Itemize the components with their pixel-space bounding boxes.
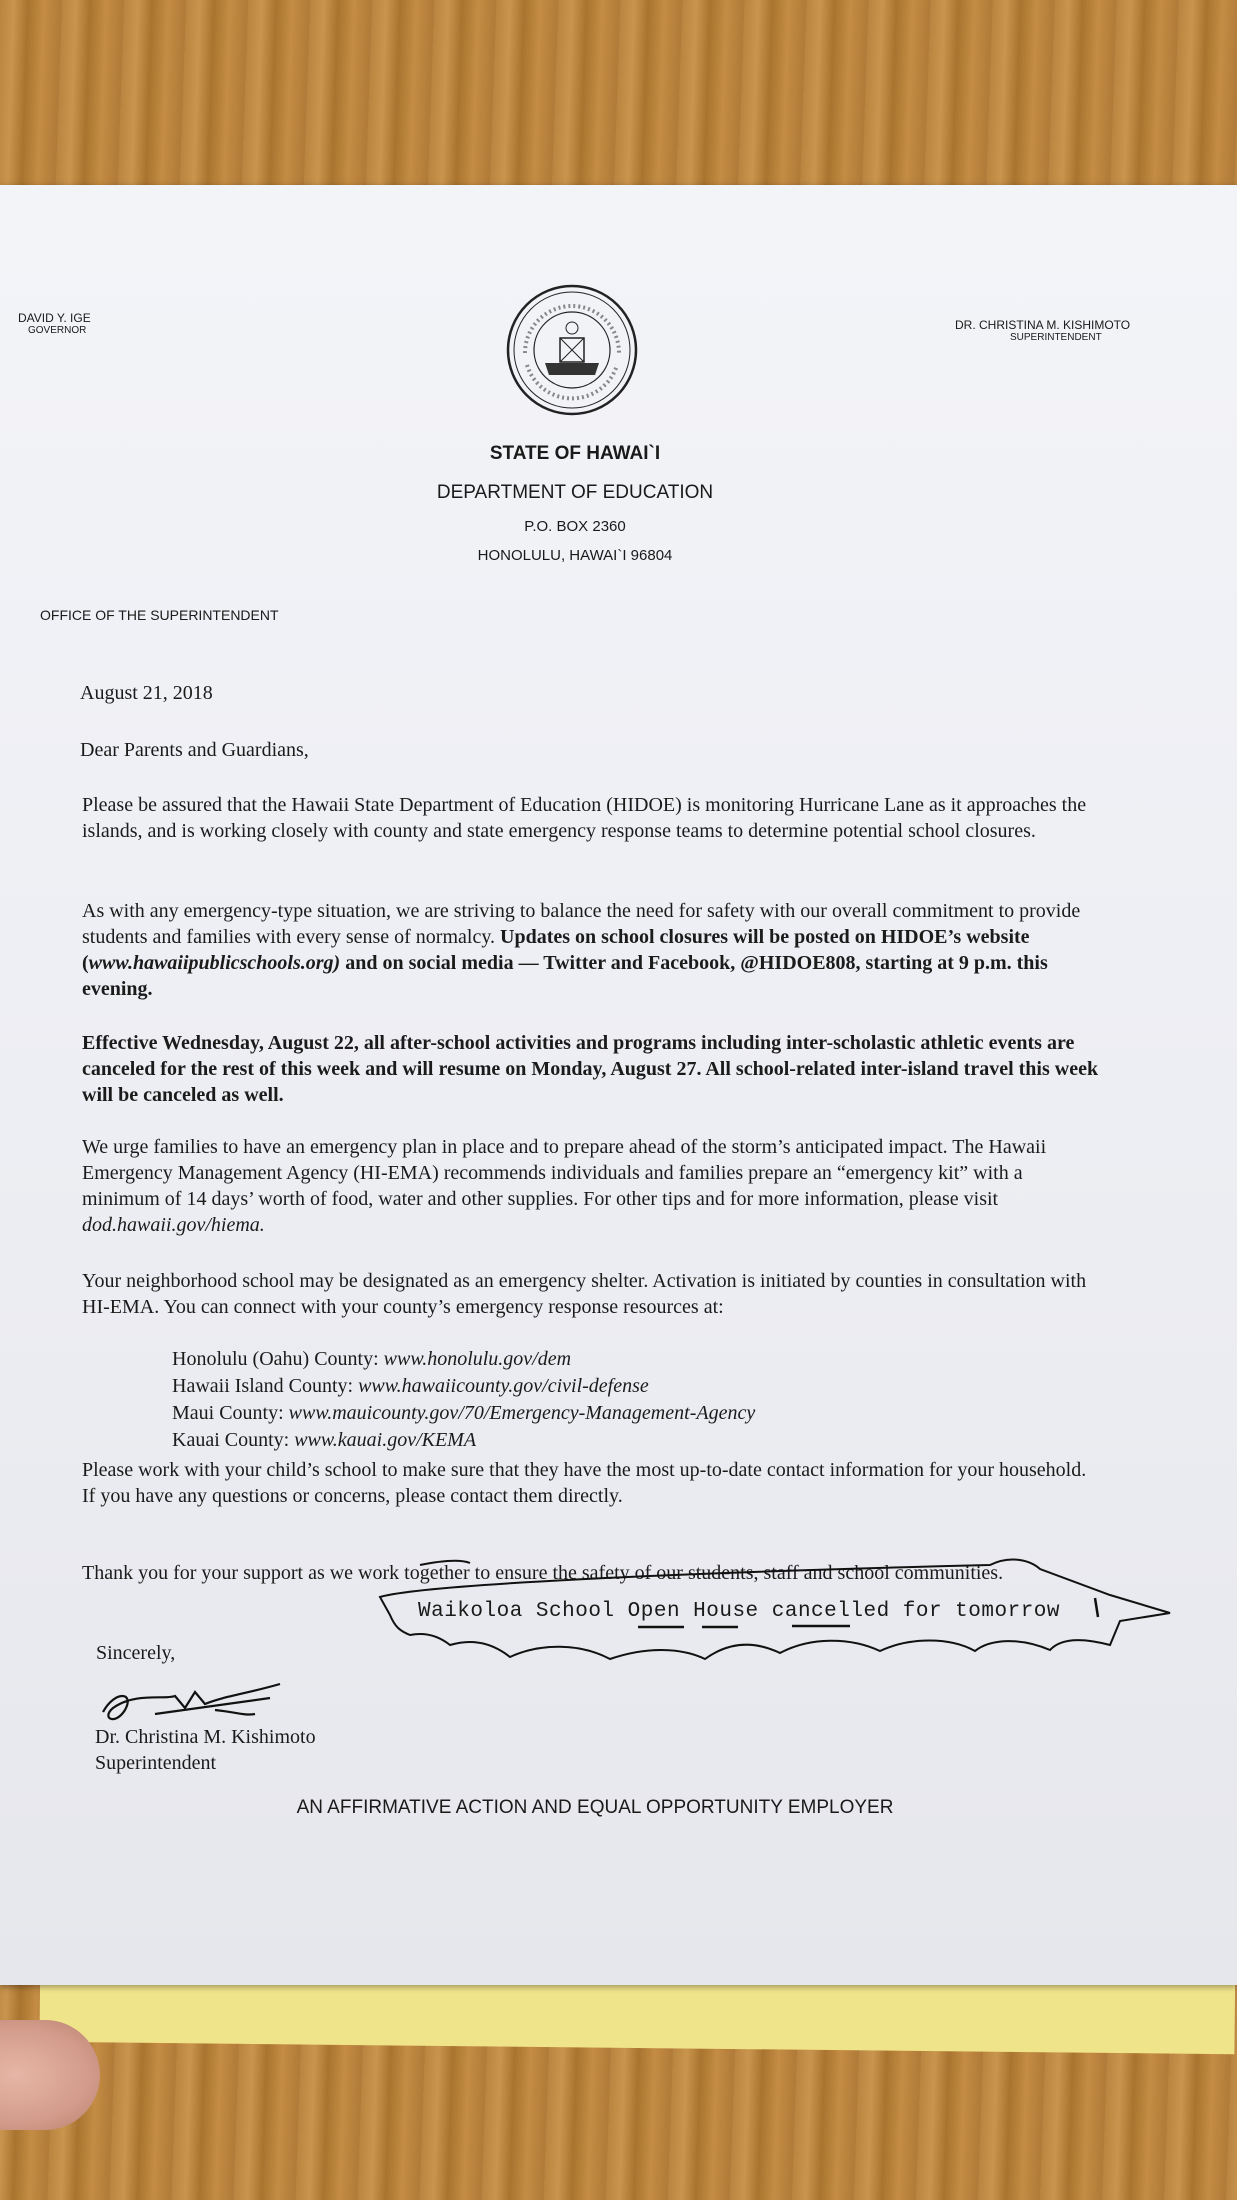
closing: Sincerely, xyxy=(96,1642,176,1664)
city-address: HONOLULU, HAWAI`I 96804 xyxy=(477,547,673,564)
equal-opportunity-statement: AN AFFIRMATIVE ACTION AND EQUAL OPPORTUNITY EMPLOYER xyxy=(296,1797,894,1818)
office-label: OFFICE OF THE SUPERINTENDENT xyxy=(40,607,279,623)
paragraph-emergency-plan: We urge families to have an emergency plan in place and to prepare ahead of the storm’s anticipated impact. The Hawaii Emergency Management Agency (HI-EMA) recommends individuals and families prepare an “emergency kit” with a minimum of 14 days’ worth of food, water and other supplies. For other tips and for more information, please visit dod.hawaii.gov/hiema. xyxy=(82,1136,1047,1236)
paragraph-contact-info: Please work with your child’s school to make sure that they have the most up-to-date contact information for your household. If you have any questions or concerns, please contact them directly. xyxy=(82,1459,1087,1507)
signature-icon xyxy=(95,1670,285,1730)
governor-name: DAVID Y. IGE xyxy=(18,311,91,325)
list-item: Maui County: www.mauicounty.gov/70/Emergency-Management-Agency xyxy=(172,1402,756,1424)
salutation: Dear Parents and Guardians, xyxy=(80,739,309,761)
county-link[interactable]: www.kauai.gov/KEMA xyxy=(294,1429,477,1451)
county-link[interactable]: www.mauicounty.gov/70/Emergency-Management-Agency xyxy=(288,1402,756,1424)
county-link[interactable]: www.honolulu.gov/dem xyxy=(383,1348,572,1370)
handwritten-note: Waikoloa School Open House cancelled for tomorrow xyxy=(418,1600,1061,1623)
paragraph-thank-you: Thank you for your support as we work together to ensure the safety of our students, staff and school communities. xyxy=(82,1562,1004,1584)
thumb xyxy=(0,2020,100,2130)
state-name: STATE OF HAWAI`I xyxy=(489,443,661,464)
signer-name: Dr. Christina M. Kishimoto xyxy=(95,1726,316,1748)
handwritten-bubble-outline xyxy=(360,1555,1175,1705)
paragraph-monitoring: Please be assured that the Hawaii State Department of Education (HIDOE) is monitoring Hurricane Lane as it approaches the islands, and is working closely with county and state emergency response teams to determine potential school closures. xyxy=(82,794,1087,842)
governor-title: GOVERNOR xyxy=(28,325,87,336)
letter-date: August 21, 2018 xyxy=(80,682,213,704)
department-name: DEPARTMENT OF EDUCATION xyxy=(436,482,714,503)
list-item: Kauai County: www.kauai.gov/KEMA xyxy=(172,1429,477,1451)
hidoe-website-link[interactable]: www.hawaiipublicschools.org) xyxy=(88,952,341,974)
hiema-link[interactable]: dod.hawaii.gov/hiema. xyxy=(82,1214,265,1236)
county-resource-list xyxy=(172,1346,755,1454)
state-seal-icon xyxy=(505,283,639,417)
paragraph-cancellations: Effective Wednesday, August 22, all after-school activities and programs including inter-scholastic athletic events are canceled for the rest of this week and will resume on Monday, August 27. All school-related inter-island travel this week will be canceled as well. xyxy=(82,1032,1099,1106)
updates-bold-text: Updates on school closures will be posted on HIDOE’s website (www.hawaiipublicschools.org) and on social media — Twitter and Facebook, @HIDOE808, starting at 9 p.m. this evening. xyxy=(82,926,1048,1000)
signer-title: Superintendent xyxy=(95,1752,217,1774)
updates-text: As with any emergency-type situation, we are striving to balance the need for safety with our overall commitment to provide students and families with every sense of normalcy. xyxy=(82,900,1081,948)
po-box: P.O. BOX 2360 xyxy=(524,518,626,535)
list-item: Honolulu (Oahu) County: www.honolulu.gov/dem xyxy=(172,1348,572,1370)
paragraph-shelter: Your neighborhood school may be designated as an emergency shelter. Activation is initiated by counties in consultation with HI-EMA. You can connect with your county’s emergency response resources at: xyxy=(82,1270,1087,1318)
superintendent-title-header: SUPERINTENDENT xyxy=(1010,332,1102,343)
list-item: Hawaii Island County: www.hawaiicounty.gov/civil-defense xyxy=(172,1375,649,1397)
paragraph-updates xyxy=(82,898,1102,1002)
superintendent-name-header: DR. CHRISTINA M. KISHIMOTO xyxy=(955,318,1131,332)
county-link[interactable]: www.hawaiicounty.gov/civil-defense xyxy=(358,1375,649,1397)
